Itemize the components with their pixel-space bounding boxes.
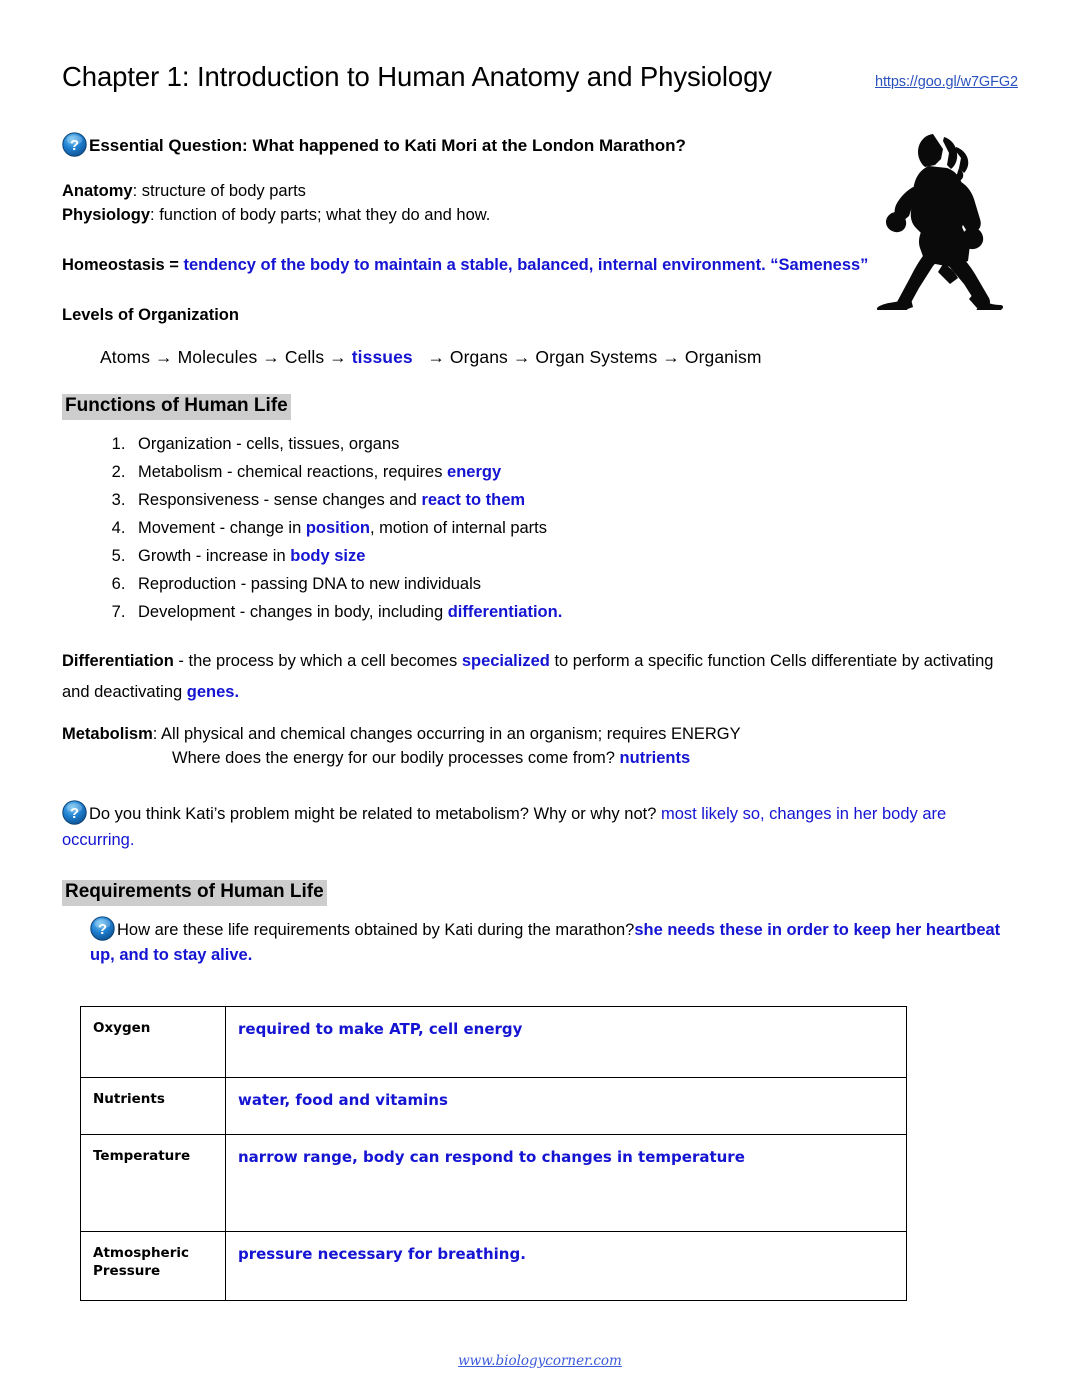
page-title: Chapter 1: Introduction to Human Anatomy and Physiology <box>62 61 772 92</box>
homeostasis-term: Homeostasis = <box>62 256 184 275</box>
levels-of-organization-heading: Levels of Organization <box>62 306 239 325</box>
functions-of-human-life-heading: Functions of Human Life <box>62 394 291 420</box>
levels-chain-pre: Atoms → Molecules → Cells → <box>100 347 352 368</box>
list-item-text: Growth - increase in <box>138 546 291 565</box>
requirements-of-human-life-heading: Requirements of Human Life <box>62 880 327 906</box>
table-row <box>81 1231 907 1300</box>
requirements-question-answer: she needs these in order to keep her heartbeat up, and to stay alive. <box>90 920 1001 965</box>
definition-term: Anatomy <box>62 182 133 201</box>
functions-heading-wrap <box>62 368 1018 420</box>
list-item-text: Metabolism - chemical reactions, requires <box>138 462 448 481</box>
list-item-answer: energy <box>447 462 502 481</box>
list-item-answer: position <box>305 518 370 537</box>
metabolism-paragraph <box>62 723 1018 770</box>
differentiation-answer-2: genes. <box>186 682 240 701</box>
svg-text:?: ? <box>97 921 108 938</box>
running-woman-silhouette-icon <box>871 124 1018 310</box>
list-item-answer: body size <box>290 546 366 565</box>
levels-chain-post: → Organs → Organ Systems → Organism <box>427 347 762 368</box>
page-footer <box>0 1352 1080 1370</box>
differentiation-term: Differentiation <box>62 652 174 671</box>
list-item-answer: differentiation. <box>447 602 563 621</box>
metabolism-subline-text: Where does the energy for our bodily processes come from? <box>172 748 620 767</box>
table-row <box>81 1134 907 1231</box>
table-cell-key: Nutrients <box>81 1077 226 1134</box>
table-cell-value: water, food and vitamins <box>226 1077 907 1134</box>
metabolism-question-row <box>62 800 1018 854</box>
functions-list <box>62 436 1018 621</box>
table-cell-key: Atmospheric Pressure <box>81 1231 226 1300</box>
table-row <box>81 1006 907 1077</box>
list-item-text: Development - changes in body, including <box>138 602 448 621</box>
definition-sep: : <box>150 206 160 225</box>
document-header <box>62 0 1018 108</box>
list-item-after: , motion of internal parts <box>370 518 548 537</box>
list-item-text: Movement - change in <box>138 518 306 537</box>
essential-question-label: Essential Question: What happened to Kati Mori at the London Marathon? <box>89 136 686 155</box>
levels-chain <box>100 347 1018 368</box>
list-item <box>130 576 1018 593</box>
table-cell-key: Temperature <box>81 1134 226 1231</box>
list-item-text: Responsiveness - sense changes and <box>138 490 422 509</box>
metabolism-question-prompt: Do you think Kati’s problem might be related to metabolism? Why or why not? <box>89 805 661 824</box>
homeostasis-answer: tendency of the body to maintain a stable, balanced, internal environment. “Sameness” <box>183 256 869 275</box>
table-cell-value: narrow range, body can respond to changes in temperature <box>226 1134 907 1231</box>
list-item-text: Organization - cells, tissues, organs <box>138 434 400 453</box>
list-item-answer: react to them <box>421 490 526 509</box>
differentiation-part1: - the process by which a cell becomes <box>173 652 462 671</box>
definition-text: structure of body parts <box>141 182 306 201</box>
metabolism-term: Metabolism <box>62 725 153 744</box>
list-item <box>130 548 1018 565</box>
list-item <box>130 604 1018 621</box>
requirements-table <box>80 1006 907 1301</box>
metabolism-subline <box>62 747 1018 770</box>
table-cell-value: pressure necessary for breathing. <box>226 1231 907 1300</box>
metabolism-question-answer: most likely so, changes in her body are occurring. <box>62 805 947 849</box>
definition-term: Physiology <box>62 206 151 225</box>
list-item <box>130 436 1018 453</box>
list-item-text: Reproduction - passing DNA to new individuals <box>138 574 482 593</box>
table-cell-key: Oxygen <box>81 1006 226 1077</box>
levels-chain-highlight: tissues <box>351 347 413 368</box>
differentiation-answer-1: specialized <box>461 652 550 671</box>
list-item <box>130 492 1018 509</box>
requirements-question-row <box>62 916 1018 970</box>
requirements-heading-wrap <box>62 854 1018 906</box>
question-mark-circle-icon <box>90 916 115 941</box>
requirements-question-prompt: How are these life requirements obtained by Kati during the marathon? <box>117 920 635 939</box>
differentiation-part2: to perform a specific function Cells differentiate by activating and deactivating <box>62 652 994 701</box>
definition-sep: : <box>132 182 142 201</box>
header-shortlink[interactable]: https://goo.gl/w7GFG2 <box>875 74 1018 90</box>
footer-site-link[interactable]: www.biologycorner.com <box>458 1353 622 1369</box>
differentiation-paragraph <box>62 646 1018 707</box>
table-row <box>81 1077 907 1134</box>
svg-text:?: ? <box>69 806 80 823</box>
question-mark-circle-icon <box>62 132 87 157</box>
table-cell-value: required to make ATP, cell energy <box>226 1006 907 1077</box>
metabolism-answer: nutrients <box>619 748 691 767</box>
question-mark-circle-icon <box>62 800 87 825</box>
definition-text: function of body parts; what they do and how. <box>159 206 491 225</box>
svg-text:?: ? <box>69 137 80 154</box>
metabolism-part1: : All physical and chemical changes occurring in an organism; requires ENERGY <box>152 725 741 744</box>
list-item <box>130 520 1018 537</box>
list-item <box>130 464 1018 481</box>
